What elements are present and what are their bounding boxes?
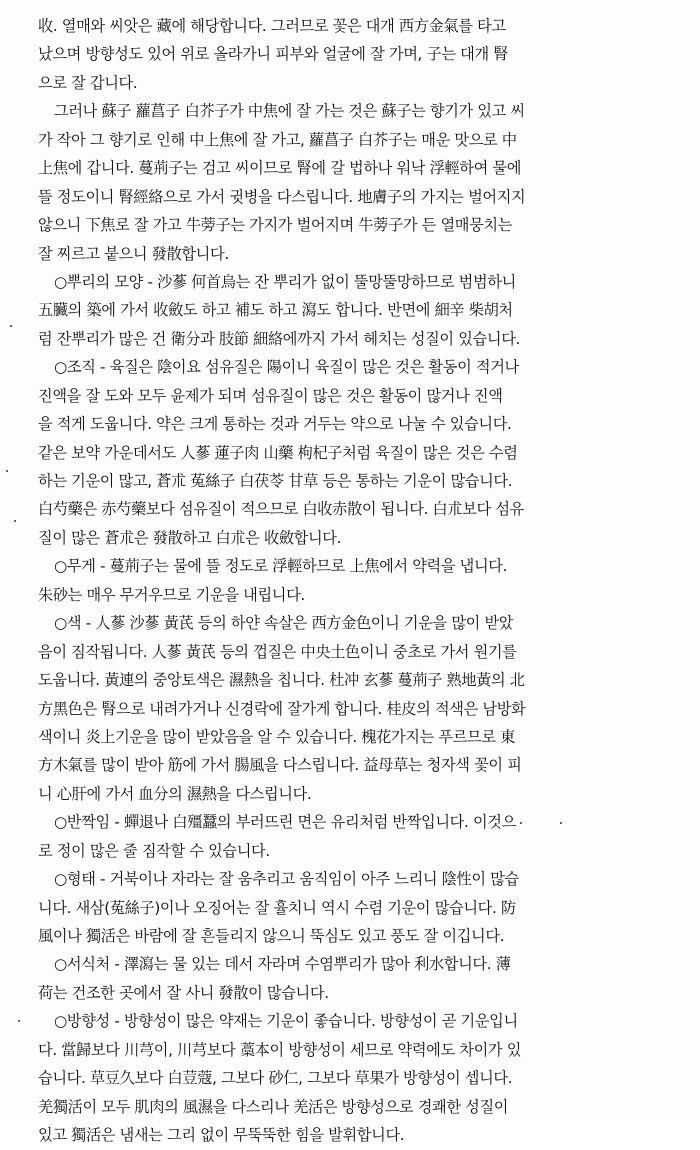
text-line: 五臟의 築에 가서 收斂도 하고 補도 하고 瀉도 합니다. 반면에 細辛 柴胡처 (38, 301, 513, 320)
text-line: 니 心肝에 가서 血分의 濕熱을 다스립니다. (38, 784, 312, 803)
text-line: 을 적게 도웁니다. 약은 크게 통하는 것과 거두는 약으로 나눌 수 있습니다. (38, 415, 512, 434)
body-text (38, 12, 670, 1150)
scan-speck (6, 470, 8, 472)
text-line: 있고 獨活은 냄새는 그리 없이 무뚝뚝한 힘을 발휘합니다. (38, 1126, 405, 1145)
text-line: 方木氣를 많이 받아 筋에 가서 腸風을 다스립니다. 益母草는 청자색 꽃이 피 (38, 756, 522, 775)
scan-speck (14, 520, 16, 522)
text-line: 하는 기운이 많고, 蒼朮 菟絲子 白茯苓 甘草 등은 통하는 기운이 많습니다. (38, 472, 513, 490)
paragraph-start-line: ○색 - 人蔘 沙蔘 黃芪 등의 하얀 속살은 西方金色이니 기운을 많이 받았 (54, 614, 514, 633)
text-line: 않으니 下焦로 잘 가고 牛蒡子는 가지가 벌어지며 牛蒡子가 든 열매뭉치는 (38, 216, 513, 235)
scan-speck (18, 1020, 20, 1022)
paragraph-start-line: ○방향성 - 방향성이 많은 약재는 기운이 좋습니다. 방향성이 곧 기운입니 (54, 1012, 518, 1031)
text-line: 다. 當歸보다 川芎이, 川芎보다 藁本이 방향성이 세므로 약력에도 차이가 있 (38, 1040, 522, 1059)
scan-speck (560, 822, 562, 824)
text-line: 니다. 새삼(菟絲子)이나 오징어는 잘 휼치니 역시 수렴 기운이 많습니다. 防 (38, 898, 516, 917)
text-line: 荷는 건조한 곳에서 잘 사니 發散이 많습니다. (38, 983, 329, 1002)
scan-speck (10, 325, 12, 327)
paragraph-start-line: ○서식처 - 澤瀉는 물 있는 데서 자라며 수염뿌리가 많아 利水합니다. 薄 (54, 955, 511, 974)
text-line: 收. 열매와 씨앗은 藏에 해당합니다. 그러므로 꽃은 대개 西方金氣를 타고 (38, 17, 506, 35)
text-line: 색이니 炎上기운을 많이 받았음을 알 수 있습니다. 槐花가지는 푸르므로 東 (38, 727, 515, 746)
text-line: 났으며 방향성도 있어 위로 올라가니 피부와 얼굴에 잘 가며, 子는 대개 腎 (38, 45, 509, 64)
paragraph-start-line: 그러나 蘇子 蘿菖子 白芥子가 中焦에 잘 가는 것은 蘇子는 향기가 있고 씨 (54, 102, 525, 121)
paragraph-start-line: ○형태 - 거북이나 자라는 잘 움추리고 움직임이 아주 느리니 陰性이 많습 (54, 870, 519, 889)
text-line: 方黑色은 腎으로 내려가거나 신경락에 잘가게 합니다. 桂皮의 적색은 남방화 (38, 699, 526, 718)
text-line: 음이 짐작됩니다. 人蔘 黃芪 등의 껍질은 中央土色이니 중초로 가서 원기를 (38, 642, 517, 661)
text-line: 白芍藥은 赤芍藥보다 섬유질이 적으므로 白收赤散이 됩니다. 白朮보다 섬유 (38, 500, 524, 519)
text-line: 같은 보약 가운데서도 人蔘 蓮子肉 山藥 枸杞子처럼 육질이 많은 것은 수렴 (38, 443, 518, 462)
paragraph-start-line: ○조직 - 육질은 陰이요 섬유질은 陽이니 육질이 많은 것은 활동이 적거나 (54, 358, 519, 377)
text-line: 羌獨活이 모두 肌肉의 風濕을 다스리나 羌活은 방향성으로 경쾌한 성질이 (38, 1097, 509, 1116)
text-line: 가 작아 그 향기로 인해 中上焦에 잘 가고, 蘿菖子 白芥子는 매운 맛으로 中 (38, 130, 517, 149)
scan-speck (520, 822, 522, 824)
text-line: 朱砂는 매우 무거우므로 기운을 내립니다. (38, 585, 305, 604)
text-line: 럼 잔뿌리가 많은 건 衛分과 肢節 細絡에까지 가서 헤치는 성질이 있습니다. (38, 329, 520, 348)
text-line: 도웁니다. 黃連의 중앙토색은 濕熱을 칩니다. 杜冲 玄蔘 蔓荊子 熟地黃의 北 (38, 671, 525, 690)
text-line: 진액을 잘 도와 모두 윤제가 되며 섬유질이 많은 것은 활동이 많거나 진액 (38, 386, 503, 405)
text-line: 으로 잘 갑니다. (38, 73, 138, 92)
text-line: 습니다. 草豆久보다 白荳蔻, 그보다 砂仁, 그보다 草果가 방향성이 셉니다. (38, 1069, 513, 1088)
text-line: 잘 찌르고 붙으니 發散합니다. (38, 244, 229, 263)
text-line: 질이 많은 蒼朮은 發散하고 白朮은 收斂합니다. (38, 528, 342, 547)
text-line: 로 정이 많은 줄 짐작할 수 있습니다. (38, 841, 270, 860)
paragraph-start-line: ○반짝임 - 蟬退나 白殭蠶의 부러뜨린 면은 유리처럼 반짝입니다. 이것으 (54, 813, 516, 832)
text-line: 上焦에 갑니다. 蔓荊子는 검고 씨이므로 腎에 갈 법하나 워낙 浮輕하여 물에 (38, 159, 522, 178)
text-line: 風이나 獨活은 바람에 잘 흔들리지 않으니 뚝심도 있고 풍도 잘 이깁니다. (38, 927, 505, 945)
paragraph-start-line: ○뿌리의 모양 - 沙蔘 何首烏는 잔 뿌리가 없이 뚤망뚤망하므로 범범하니 (54, 272, 516, 291)
text-line: 뜰 정도이니 腎經絡으로 가서 귓병을 다스립니다. 地膚子의 가지는 벌어지지 (38, 187, 526, 206)
paragraph-start-line: ○무게 - 蔓荊子는 물에 뜰 정도로 浮輕하므로 上焦에서 약력을 냅니다. (54, 557, 508, 576)
